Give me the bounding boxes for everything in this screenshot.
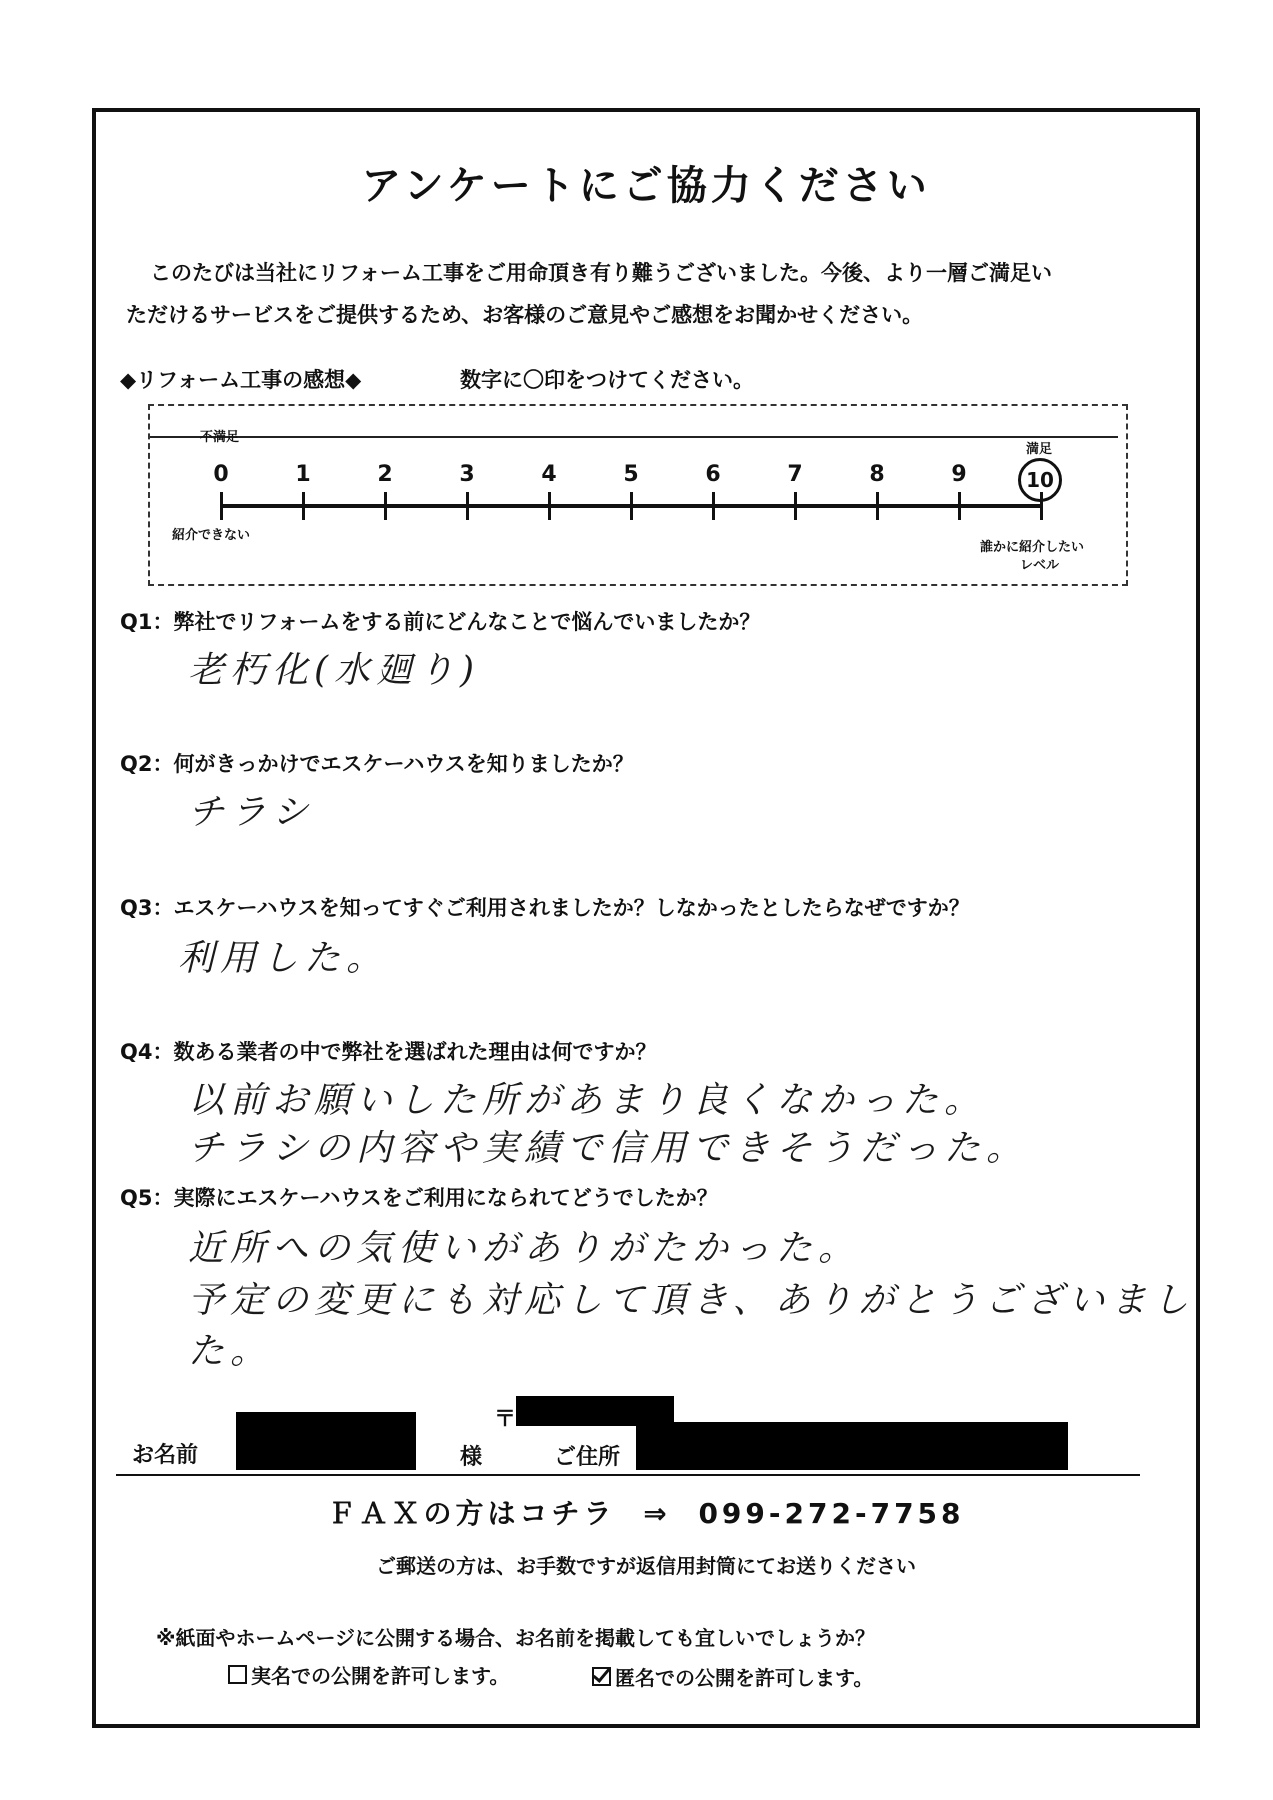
checkbox-anonymous[interactable] (592, 1667, 611, 1686)
scale-min-label: 不満足 (200, 430, 240, 445)
question-2: Q2：何がきっかけでエスケーハウスを知りましたか？ (120, 752, 634, 776)
address-field-redacted[interactable] (636, 1422, 1068, 1470)
fax-line (96, 1492, 1196, 1532)
question-1: Q1：弊社でリフォームをする前にどんなことで悩んでいましたか？ (120, 610, 761, 634)
name-field-redacted[interactable] (236, 1412, 416, 1470)
scale-number-6[interactable]: 6 (705, 462, 721, 487)
scale-top-rule (150, 436, 1118, 438)
scale-number-2[interactable]: 2 (377, 462, 393, 487)
page-title: アンケートにご協力ください (361, 163, 931, 209)
answer-3-line-1[interactable]: 利用した。 (178, 938, 389, 979)
question-4: Q4：数ある業者の中で弊社を選ばれた理由は何ですか？ (120, 1040, 657, 1064)
survey-sheet (92, 108, 1200, 1728)
scale-right-caption-2: レベル (1020, 558, 1060, 573)
rating-heading: ◆リフォーム工事の感想◆ (120, 368, 362, 392)
address-label: ご住所 (554, 1445, 621, 1470)
scale-tick (712, 492, 715, 520)
scale-tick (876, 492, 879, 520)
scale-tick (220, 492, 223, 520)
scale-number-1[interactable]: 1 (295, 462, 311, 487)
scale-tick (958, 492, 961, 520)
answer-2-line-1[interactable]: チラシ (188, 792, 315, 833)
intro-line-1: このたびは当社にリフォーム工事をご用命頂き有り難うございました。今後、より一層ご満足い (150, 261, 1052, 285)
consent-option-real-label: 実名での公開を許可します。 (251, 1664, 510, 1688)
mail-note: ご郵送の方は、お手数ですが返信用封筒にてお送りください (376, 1554, 916, 1578)
scale-right-caption-1: 誰かに紹介したい (980, 540, 1085, 555)
scale-tick (384, 492, 387, 520)
scale-number-10-selected[interactable]: 10 (1018, 458, 1062, 502)
consent-question: ※紙面やホームページに公開する場合、お名前を掲載しても宜しいでしょうか？ (156, 1626, 876, 1650)
scale-number-3[interactable]: 3 (459, 462, 475, 487)
scale-number-8[interactable]: 8 (869, 462, 885, 487)
scale-number-4[interactable]: 4 (541, 462, 557, 487)
rating-scale (148, 404, 1128, 586)
honorific-label: 様 (460, 1445, 483, 1470)
answer-4-line-2[interactable]: チラシの内容や実績で信用できそうだった。 (188, 1128, 1029, 1169)
consent-option-real[interactable] (228, 1660, 509, 1689)
checkbox-real-name[interactable] (228, 1665, 247, 1684)
fax-number[interactable]: 099-272-7758 (698, 1497, 965, 1530)
question-5: Q5：実際にエスケーハウスをご利用になられてどうでしたか？ (120, 1186, 718, 1210)
rating-instruction: 数字に〇印をつけてください。 (460, 368, 754, 392)
arrow-icon: ⇒ (643, 1497, 671, 1530)
intro-line-2: ただけるサービスをご提供するため、お客様のご意見やご感想をお聞かせください。 (126, 303, 924, 327)
scale-left-caption: 紹介できない (172, 528, 251, 543)
postal-mark: 〒 (494, 1407, 517, 1432)
name-label: お名前 (132, 1443, 199, 1468)
scale-number-0[interactable]: 0 (213, 462, 229, 487)
contact-underline (116, 1474, 1140, 1476)
scale-tick (302, 492, 305, 520)
fax-label: ＦＡＸの方はコチラ (327, 1497, 616, 1530)
scale-tick (466, 492, 469, 520)
scale-tick (794, 492, 797, 520)
consent-option-anon[interactable] (592, 1662, 873, 1691)
scale-tick (630, 492, 633, 520)
answer-5-line-2[interactable]: 予定の変更にも対応して頂き、ありがとうございました。 (188, 1280, 1195, 1372)
consent-option-anon-label: 匿名での公開を許可します。 (615, 1666, 874, 1690)
scale-number-5[interactable]: 5 (623, 462, 639, 487)
intro-text (126, 252, 1176, 336)
scale-max-label: 満足 (1026, 442, 1053, 457)
scale-number-7[interactable]: 7 (787, 462, 803, 487)
answer-1-line-1[interactable]: 老朽化(水廻り) (188, 650, 481, 691)
question-3: Q3：エスケーハウスを知ってすぐご利用されましたか？しなかったとしたらなぜですか？ (120, 896, 970, 920)
answer-5-line-1[interactable]: 近所への気使いがありがたかった。 (188, 1228, 861, 1269)
scale-number-9[interactable]: 9 (951, 462, 967, 487)
answer-4-line-1[interactable]: 以前お願いした所があまり良くなかった。 (188, 1080, 987, 1121)
scale-tick (548, 492, 551, 520)
